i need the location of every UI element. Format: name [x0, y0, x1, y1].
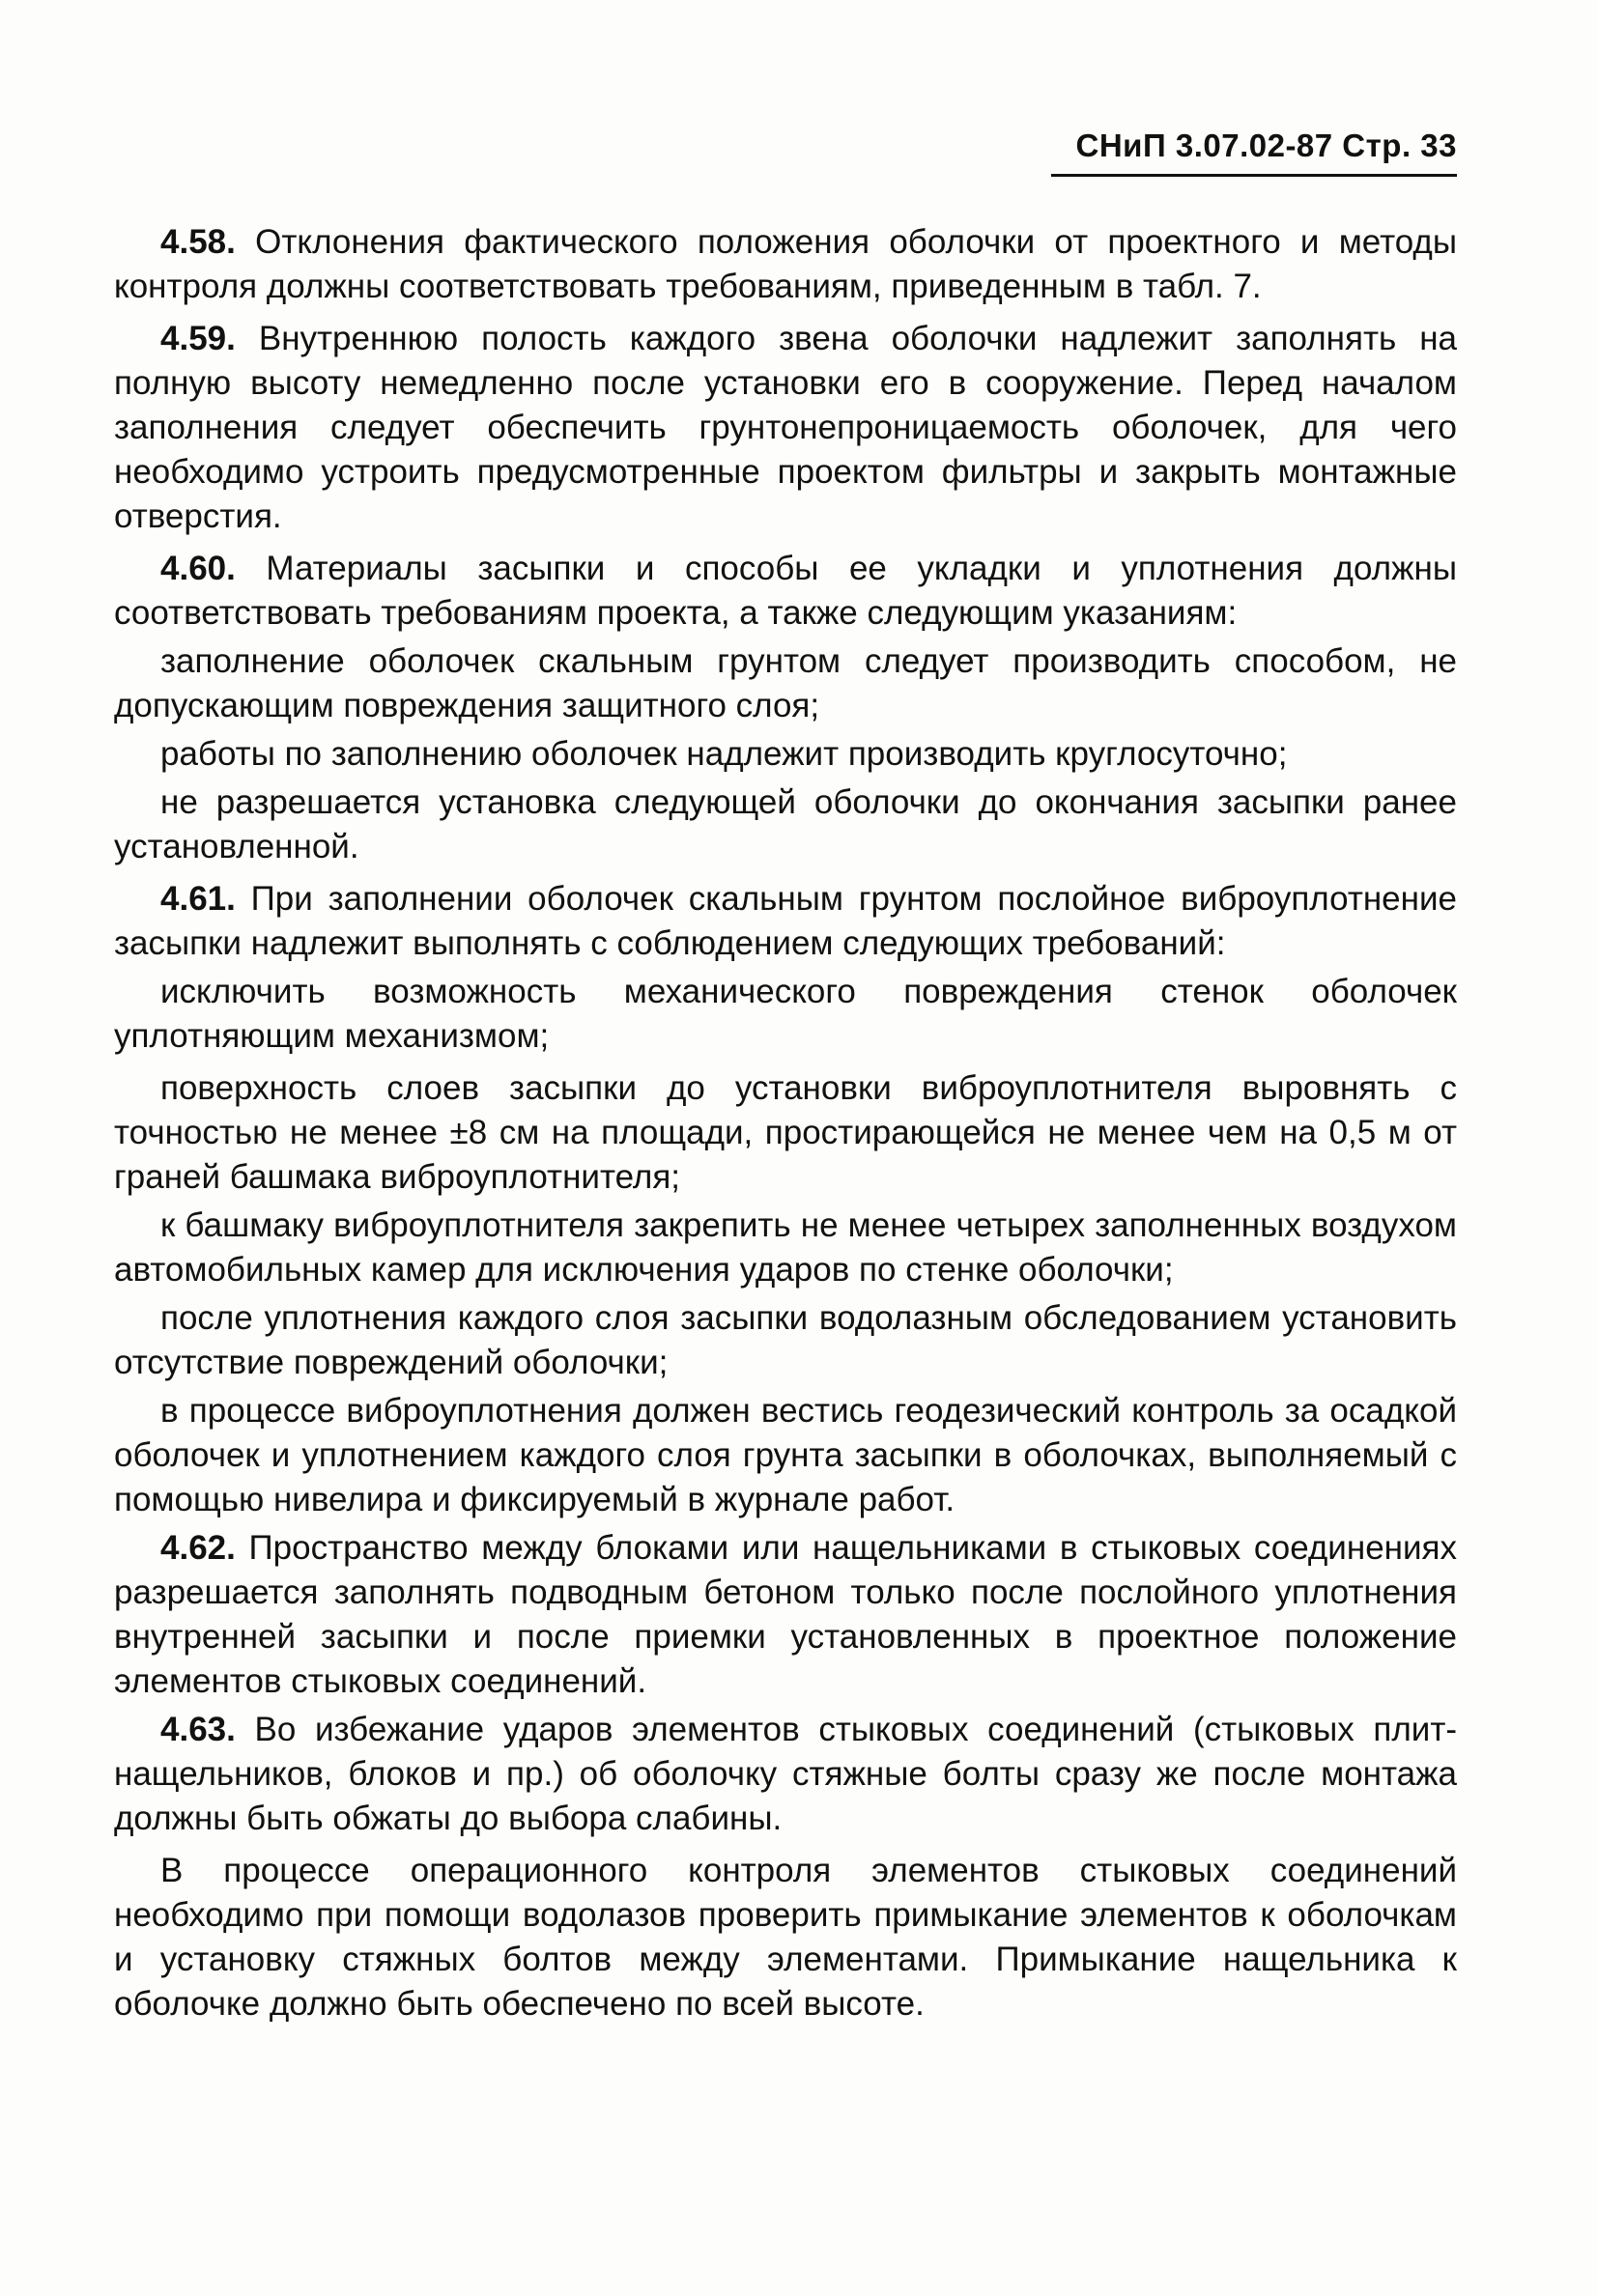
- clause-number: 4.58.: [160, 223, 236, 261]
- document-body: [114, 220, 1457, 2034]
- paragraph-text: Материалы засыпки и способы ее укладки и уплотнения должны соответствовать требованиям проекта, а также следующим указаниям:: [114, 550, 1457, 632]
- paragraph-text: При заполнении оболочек скальным грунтом послойное виброуплотнение засыпки надлежит выполнять с соблюдением следующих требований:: [114, 880, 1457, 962]
- clause-number: 4.60.: [160, 550, 236, 587]
- paragraph-text: работы по заполнению оболочек надлежит производить круглосуточно;: [160, 735, 1288, 773]
- paragraph-text: В процессе операционного контроля элементов стыковых соединений необходимо при помощи водолазов проверить примыкание элементов к оболочкам и установку стяжных болтов между элементами. Примыкание нащельника к оболочке должно быть обеспечено по всей высоте.: [114, 1852, 1457, 2023]
- paragraph-text: заполнение оболочек скальным грунтом следует производить способом, не допускающим повреждения защитного слоя;: [114, 642, 1457, 724]
- paragraph-text: поверхность слоев засыпки до установки виброуплотнителя выровнять с точностью не менее ±8 см на площади, простирающейся не менее чем на 0,5 м от граней башмака виброуплотнителя;: [114, 1069, 1457, 1196]
- clause-number: 4.62.: [160, 1529, 236, 1567]
- paragraph-text: Отклонения фактического положения оболочки от проектного и методы контроля должны соответствовать требованиям, приведенным в табл. 7.: [114, 223, 1457, 305]
- list-item: [114, 1389, 1457, 1522]
- paragraph-text: Внутреннюю полость каждого звена оболочки надлежит заполнять на полную высоту немедленно после установки его в сооружение. Перед началом заполнения следует обеспечить грунтонепроницаемость оболочек, для чего необходимо устроить предусмотренные проектом фильтры и закрыть монтажные отверстия.: [114, 320, 1457, 535]
- paragraph-text: исключить возможность механического повреждения стенок оболочек уплотняющим механизмом;: [114, 973, 1457, 1055]
- paragraph: [114, 547, 1457, 636]
- page-header: [1051, 128, 1457, 177]
- paragraph: [114, 1849, 1457, 2027]
- list-item: [114, 1204, 1457, 1292]
- list-item: [114, 780, 1457, 869]
- clause-number: 4.59.: [160, 320, 236, 357]
- list-item: [114, 1296, 1457, 1385]
- paragraph: [114, 877, 1457, 966]
- list-item: [114, 639, 1457, 728]
- clause-number: 4.63.: [160, 1711, 236, 1748]
- paragraph-text: не разрешается установка следующей оболочки до окончания засыпки ранее установленной.: [114, 783, 1457, 865]
- document-reference: СНиП 3.07.02-87 Стр. 33: [1075, 128, 1457, 163]
- paragraph-text: после уплотнения каждого слоя засыпки водолазным обследованием установить отсутствие повреждений оболочки;: [114, 1299, 1457, 1381]
- paragraph: [114, 1526, 1457, 1704]
- paragraph: [114, 220, 1457, 309]
- list-item: [114, 970, 1457, 1059]
- paragraph: [114, 1708, 1457, 1841]
- list-item: [114, 732, 1457, 777]
- list-item: [114, 1066, 1457, 1200]
- paragraph: [114, 317, 1457, 539]
- paragraph-text: в процессе виброуплотнения должен вестись геодезический контроль за осадкой оболочек и уплотнением каждого слоя грунта засыпки в оболочках, выполняемый с помощью нивелира и фиксируемый в журнале работ.: [114, 1392, 1457, 1518]
- paragraph-text: к башмаку виброуплотнителя закрепить не менее четырех заполненных воздухом автомобильных камер для исключения ударов по стенке оболочки;: [114, 1206, 1457, 1289]
- paragraph-text: Пространство между блоками или нащельниками в стыковых соединениях разрешается заполнять подводным бетоном только после послойного уплотнения внутренней засыпки и после приемки установленных в проектное положение элементов стыковых соединений.: [114, 1529, 1457, 1700]
- clause-number: 4.61.: [160, 880, 236, 918]
- paragraph-text: Во избежание ударов элементов стыковых соединений (стыковых плит-нащельников, блоков и пр.) об оболочку стяжные болты сразу же после монтажа должны быть обжаты до выбора слабины.: [114, 1711, 1458, 1837]
